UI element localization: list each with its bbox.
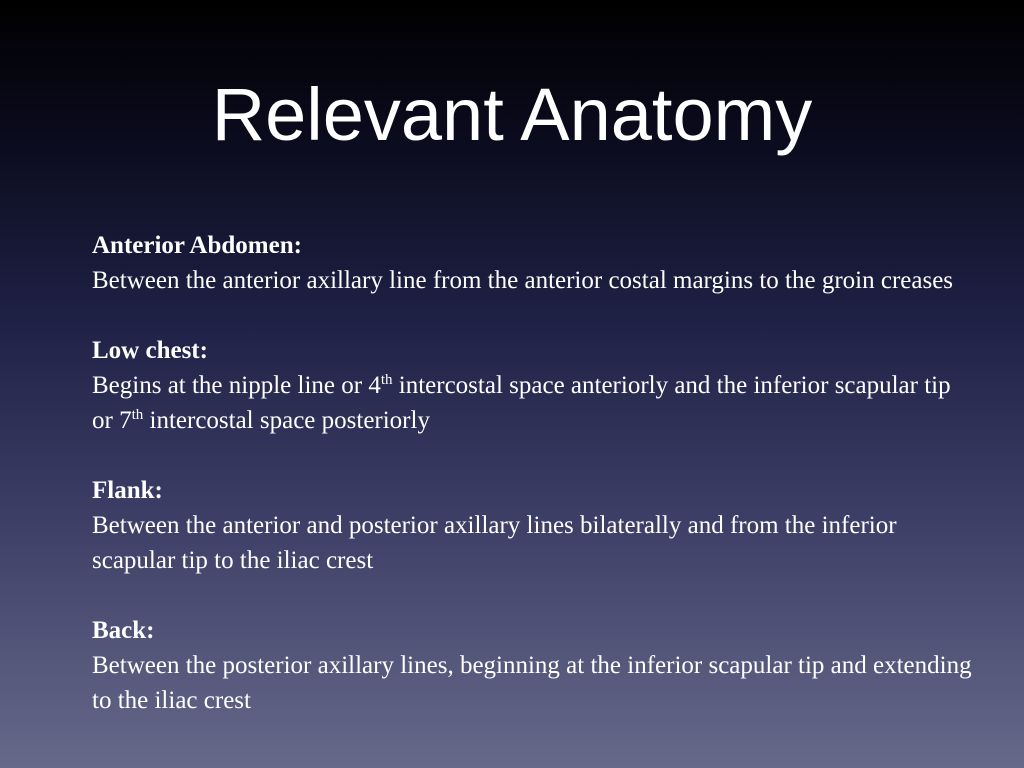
section-anterior-abdomen xyxy=(92,228,972,298)
superscript: th xyxy=(380,372,393,388)
text-part: intercostal space anteriorly and the inferior scapular tip or 7 xyxy=(92,372,951,434)
section-flank xyxy=(92,473,972,578)
section-heading: Flank: xyxy=(92,477,163,504)
section-text: Between the anterior axillary line from the anterior costal margins to the groin creases xyxy=(92,267,954,294)
text-part: Begins at the nipple line or 4 xyxy=(92,372,381,399)
superscript: th xyxy=(131,407,144,423)
section-back xyxy=(92,613,972,718)
slide-content xyxy=(92,228,972,753)
section-text: Between the anterior and posterior axillary lines bilaterally and from the inferior scapular tip to the iliac crest xyxy=(92,512,897,574)
section-heading: Anterior Abdomen: xyxy=(92,232,302,259)
section-heading: Back: xyxy=(92,617,155,644)
section-low-chest xyxy=(92,333,972,438)
text-part: intercostal space posteriorly xyxy=(143,407,430,434)
section-heading: Low chest: xyxy=(92,337,208,364)
section-text: Between the posterior axillary lines, beginning at the inferior scapular tip and extending to the iliac crest xyxy=(92,652,972,714)
slide-title: Relevant Anatomy xyxy=(211,73,813,156)
section-text xyxy=(92,368,972,438)
